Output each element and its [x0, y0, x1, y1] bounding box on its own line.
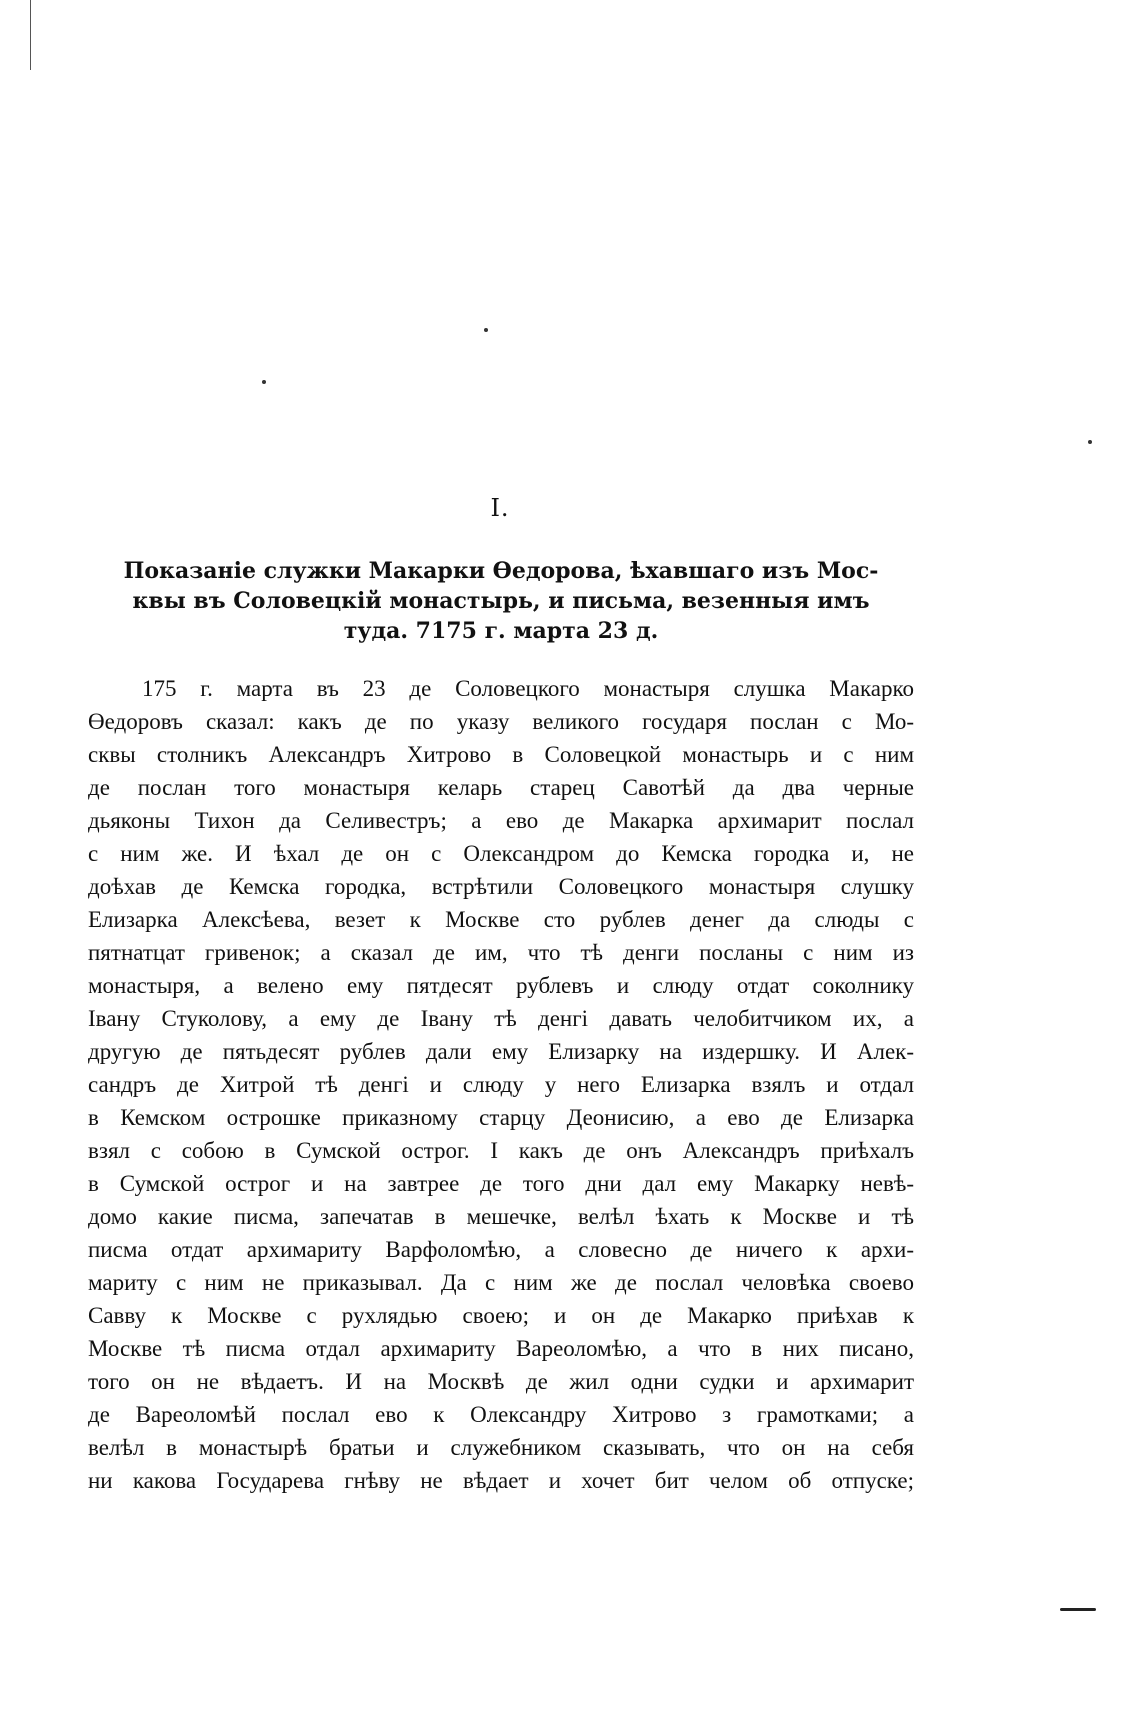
document-title: [88, 556, 914, 646]
body-line: монастыря, а велено ему пятдесят рублевъ и слюду отдат соколнику: [88, 973, 914, 998]
body-line: доѣхав де Кемска городка, встрѣтили Соловецкого монастыря слушку: [88, 874, 914, 899]
body-line: дьяконы Тихон да Селивестръ; а ево де Макарка архимарит послал: [88, 808, 914, 833]
body-line: сандръ де Хитрой тѣ денгі и слюду у него Елизарка взялъ и отдал: [88, 1072, 914, 1097]
body-text: [88, 672, 914, 1497]
title-line: туда. 7175 г. марта 23 д.: [343, 618, 659, 644]
scan-speck: [262, 380, 266, 384]
section-number: I.: [490, 494, 510, 522]
scan-mark: [1060, 1608, 1096, 1611]
body-line: де послан того монастыря келарь старец Савотѣй да два черные: [88, 775, 914, 800]
scan-speck: [1088, 440, 1092, 444]
body-line: велѣл в монастырѣ братьи и служебником сказывать, что он на себя: [88, 1435, 914, 1460]
body-line: Івану Стуколову, а ему де Івану тѣ денгі давать челобитчиком их, а: [88, 1006, 914, 1031]
body-line: Өедоровъ сказал: какъ де по указу великого государя послан с Мо-: [88, 709, 914, 734]
body-line: взял с собою в Сумской острог. І какъ де онъ Александръ приѣхалъ: [88, 1138, 914, 1163]
body-line: пятнатцат гривенок; а сказал де им, что тѣ денги посланы с ним из: [88, 940, 914, 965]
body-line: 175 г. марта въ 23 де Соловецкого монастыря слушка Макарко: [142, 676, 914, 701]
body-line: ни какова Государева гнѣву не вѣдает и хочет бит челом об отпуске;: [88, 1468, 914, 1493]
title-line: квы въ Соловецкій монастырь, и письма, везенныя имъ: [132, 588, 870, 614]
body-line: с ним же. И ѣхал де он с Олександром до Кемска городка и, не: [88, 841, 914, 866]
body-line: другую де пятьдесят рублев дали ему Елизарку на издершку. И Алек-: [88, 1039, 914, 1064]
body-line: домо какие писма, запечатав в мешечке, велѣл ѣхать к Москве и тѣ: [88, 1204, 914, 1229]
body-line: в Сумской острог и на завтрее де того дни дал ему Макарку невѣ-: [88, 1171, 914, 1196]
body-line: мариту с ним не приказывал. Да с ним же де послал человѣка своево: [88, 1270, 914, 1295]
body-line: того он не вѣдаетъ. И на Москвѣ де жил одни судки и архимарит: [88, 1369, 914, 1394]
scan-speck: [484, 328, 488, 332]
body-line: Елизарка Алексѣева, везет к Москве сто рублев денег да слюды с: [88, 907, 914, 932]
body-line: писма отдат архимариту Варфоломѣю, а словесно де ничего к архи-: [88, 1237, 914, 1262]
body-line: в Кемском острошке приказному старцу Деонисию, а ево де Елизарка: [88, 1105, 914, 1130]
body-line: Савву к Москве с рухлядью своею; и он де Макарко приѣхав к: [88, 1303, 914, 1328]
title-line: Показаніе служки Макарки Өедорова, ѣхавшаго изъ Мос-: [123, 558, 879, 584]
body-line: де Вареоломѣй послал ево к Олександру Хитрово з грамотками; а: [88, 1402, 914, 1427]
body-line: сквы столникъ Александръ Хитрово в Соловецкой монастырь и с ним: [88, 742, 914, 767]
scan-edge-line: [30, 0, 31, 70]
body-line: Москве тѣ писма отдал архимариту Вареоломѣю, а что в них писано,: [88, 1336, 914, 1361]
